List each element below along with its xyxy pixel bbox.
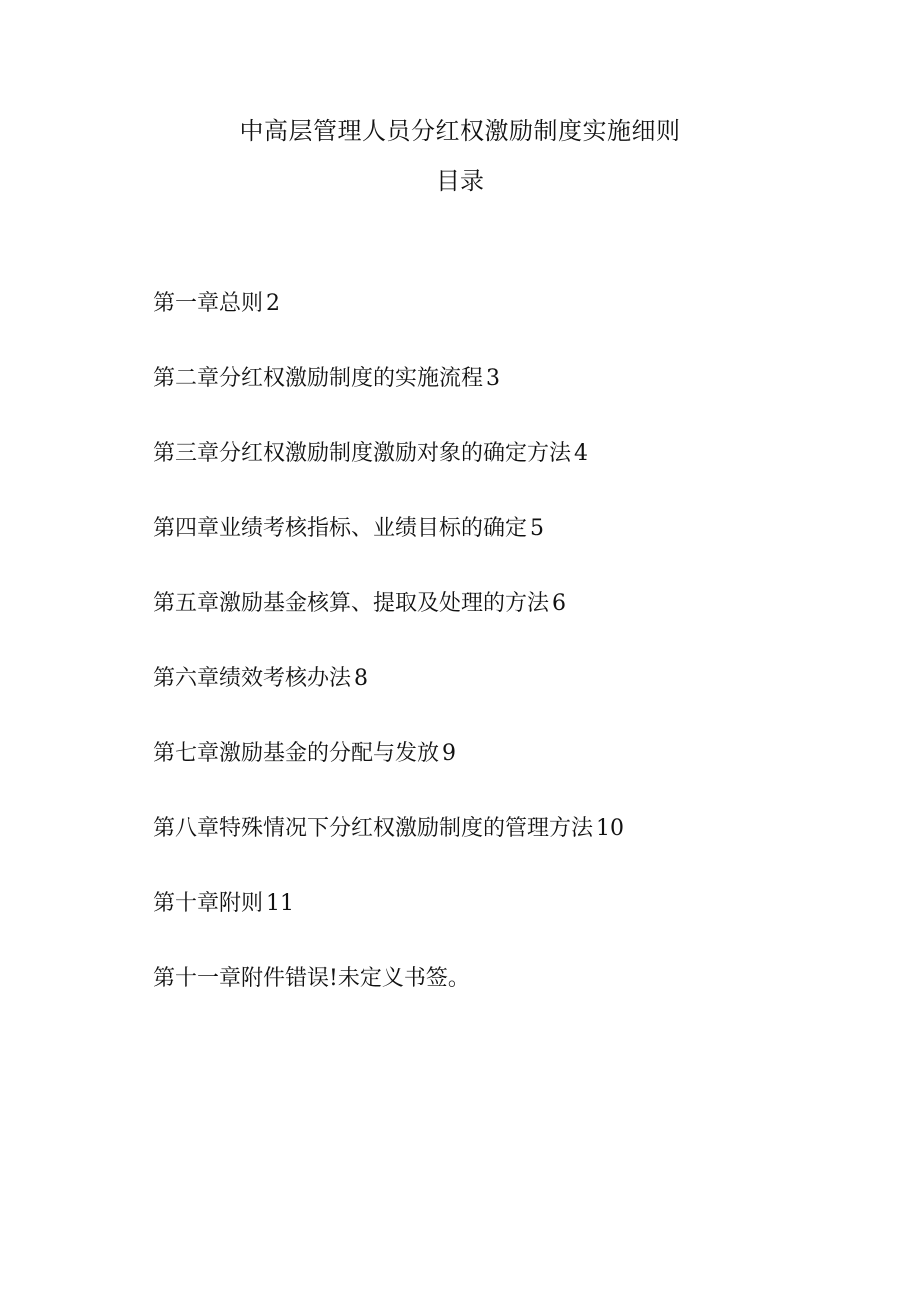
document-title: 中高层管理人员分红权激励制度实施细则 (239, 117, 681, 145)
toc-entry[interactable] (153, 586, 624, 661)
toc-entry-page: 2 (266, 291, 281, 316)
toc-entry-page: 6 (552, 591, 567, 616)
toc-heading: 目录 (436, 167, 484, 195)
toc-entry-label: 第六章绩效考核办法 (153, 666, 352, 691)
toc-entry[interactable] (153, 436, 624, 511)
toc-entry-page: 5 (530, 516, 545, 541)
toc-entry[interactable] (153, 661, 624, 736)
toc-entry[interactable] (153, 736, 624, 811)
toc-entry-page: 8 (354, 666, 369, 691)
toc-entry[interactable] (153, 886, 624, 961)
toc-entry-label: 第七章激励基金的分配与发放 (153, 741, 440, 766)
toc-entry[interactable] (153, 961, 624, 1036)
toc-entry[interactable] (153, 286, 624, 361)
toc-entry-label: 第十一章附件错误!未定义书签。 (153, 966, 470, 991)
toc-entry[interactable] (153, 361, 624, 436)
toc-entry-label: 第四章业绩考核指标、业绩目标的确定 (153, 516, 528, 541)
toc-entry-label: 第三章分红权激励制度激励对象的确定方法 (153, 441, 572, 466)
table-of-contents (153, 286, 624, 1036)
toc-entry-label: 第一章总则 (153, 291, 264, 316)
toc-entry-page: 4 (574, 441, 589, 466)
toc-entry[interactable] (153, 811, 624, 886)
toc-entry[interactable] (153, 511, 624, 586)
toc-entry-label: 第十章附则 (153, 891, 264, 916)
toc-entry-page: 10 (596, 816, 625, 841)
toc-entry-page: 3 (486, 366, 501, 391)
toc-entry-page: 11 (266, 891, 295, 916)
toc-entry-page: 9 (442, 741, 457, 766)
toc-entry-label: 第八章特殊情况下分红权激励制度的管理方法 (153, 816, 594, 841)
toc-entry-label: 第二章分红权激励制度的实施流程 (153, 366, 484, 391)
toc-entry-label: 第五章激励基金核算、提取及处理的方法 (153, 591, 550, 616)
